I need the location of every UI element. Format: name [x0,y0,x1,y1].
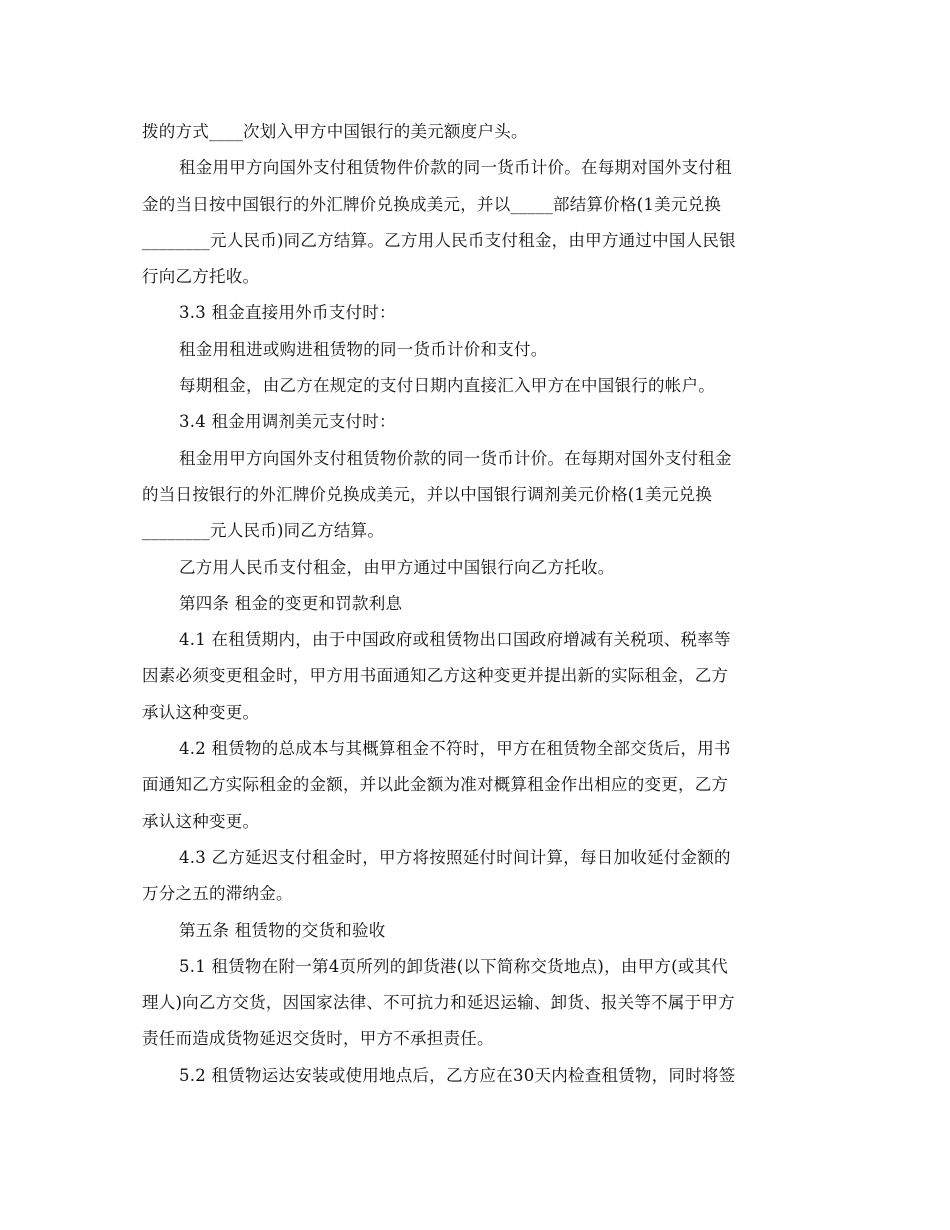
text-line: 承认这种变更。 [142,811,260,831]
text-line: 租金用甲方向国外支付租赁物价款的同一货币计价。在每期对国外支付租金 [179,448,732,468]
text-line: 3.4 租金用调剂美元支付时： [179,412,396,432]
text-line: ________元人民币)同乙方结算。乙方用人民币支付租金，由甲方通过中国人民银 [142,230,736,250]
text-line: 理人)向乙方交货，因国家法律、不可抗力和延迟运输、卸货、报关等不属于甲方 [142,993,735,1013]
text-line: 租金用租进或购进租赁物的同一货币计价和支付。 [179,339,548,359]
text-line: 因素必须变更租金时，甲方用书面通知乙方这种变更并提出新的实际租金，乙方 [142,666,729,686]
text-line: 5.2 租赁物运达安装或使用地点后，乙方应在30天内检查租赁物，同时将签 [179,1065,736,1085]
text-line: 4.2 租赁物的总成本与其概算租金不符时，甲方在租赁物全部交货后，用书 [179,739,731,759]
text-line: 3.3 租金直接用外币支付时： [179,303,396,323]
text-line: 4.3 乙方延迟支付租金时，甲方将按照延付时间计算，每日加收延付金额的 [179,847,731,867]
text-line: 5.1 租赁物在附一第4页所列的卸货港(以下简称交货地点)，由甲方(或其代 [179,956,729,976]
text-line: 第五条 租赁物的交货和验收 [179,920,386,940]
text-line: 拨的方式____次划入甲方中国银行的美元额度户头。 [142,122,528,141]
text-line: 行向乙方托收。 [142,267,260,287]
text-line: 每期租金，由乙方在规定的支付日期内直接汇入甲方在中国银行的帐户。 [179,376,715,396]
text-line: 第四条 租金的变更和罚款利息 [179,593,403,613]
text-line: 的当日按银行的外汇牌价兑换成美元，并以中国银行调剂美元价格(1美元兑换 [142,484,713,504]
text-line: 万分之五的滞纳金。 [142,884,293,904]
text-line: 4.1 在租赁期内，由于中国政府或租赁物出口国政府增减有关税项、税率等 [179,630,731,650]
text-line: 承认这种变更。 [142,702,260,722]
text-line: 租金用甲方向国外支付租赁物件价款的同一货币计价。在每期对国外支付租 [179,158,732,178]
text-line: 乙方用人民币支付租金，由甲方通过中国银行向乙方托收。 [179,557,615,577]
text-line: 责任而造成货物延迟交货时，甲方不承担责任。 [142,1029,494,1049]
text-line: ________元人民币)同乙方结算。 [142,521,385,541]
text-line: 金的当日按中国银行的外汇牌价兑换成美元，并以_____部结算价格(1美元兑换 [142,194,722,214]
document-body [142,114,802,1094]
text-line: 面通知乙方实际租金的金额，并以此金额为准对概算租金作出相应的变更，乙方 [142,775,729,795]
